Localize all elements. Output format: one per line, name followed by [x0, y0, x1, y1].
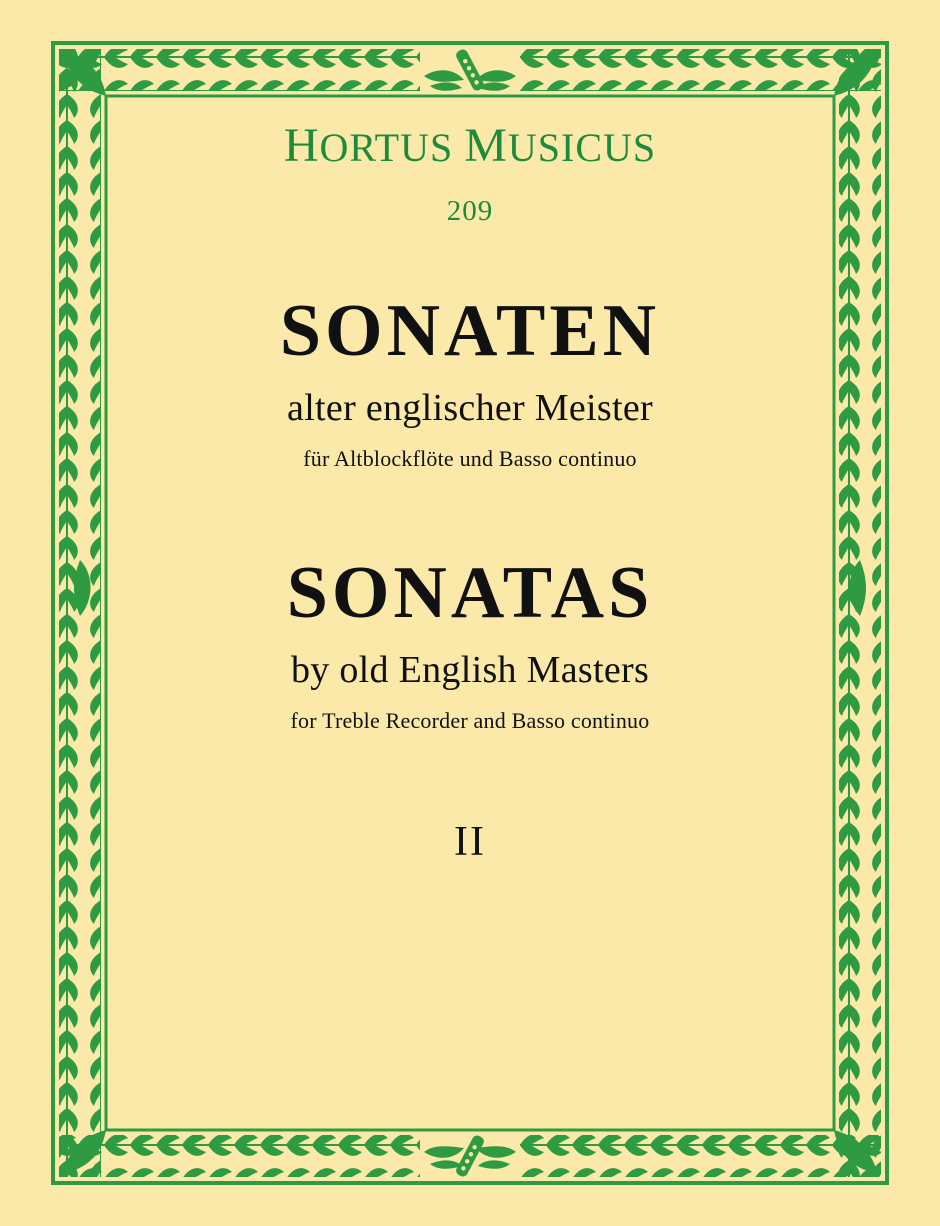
series-title-usicus: USICUS [507, 125, 657, 170]
series-number: 209 [446, 194, 494, 227]
series-title [110, 120, 830, 173]
series-title-ortus: ORTUS [319, 125, 454, 170]
english-scoring: for Treble Recorder and Basso continuo [290, 707, 650, 733]
german-title: SONATEN [279, 289, 661, 372]
cover-text-block [110, 120, 830, 866]
german-scoring: für Altblockflöte und Basso continuo [303, 445, 637, 471]
english-title: SONATAS [286, 551, 654, 634]
series-title-m: M [464, 119, 508, 172]
english-subtitle: by old English Masters [290, 648, 650, 691]
volume-number: II [454, 818, 486, 865]
english-title-block [110, 551, 830, 734]
german-subtitle: alter englischer Meister [287, 386, 653, 429]
series-title-h: H [283, 119, 320, 172]
german-title-block [110, 289, 830, 472]
